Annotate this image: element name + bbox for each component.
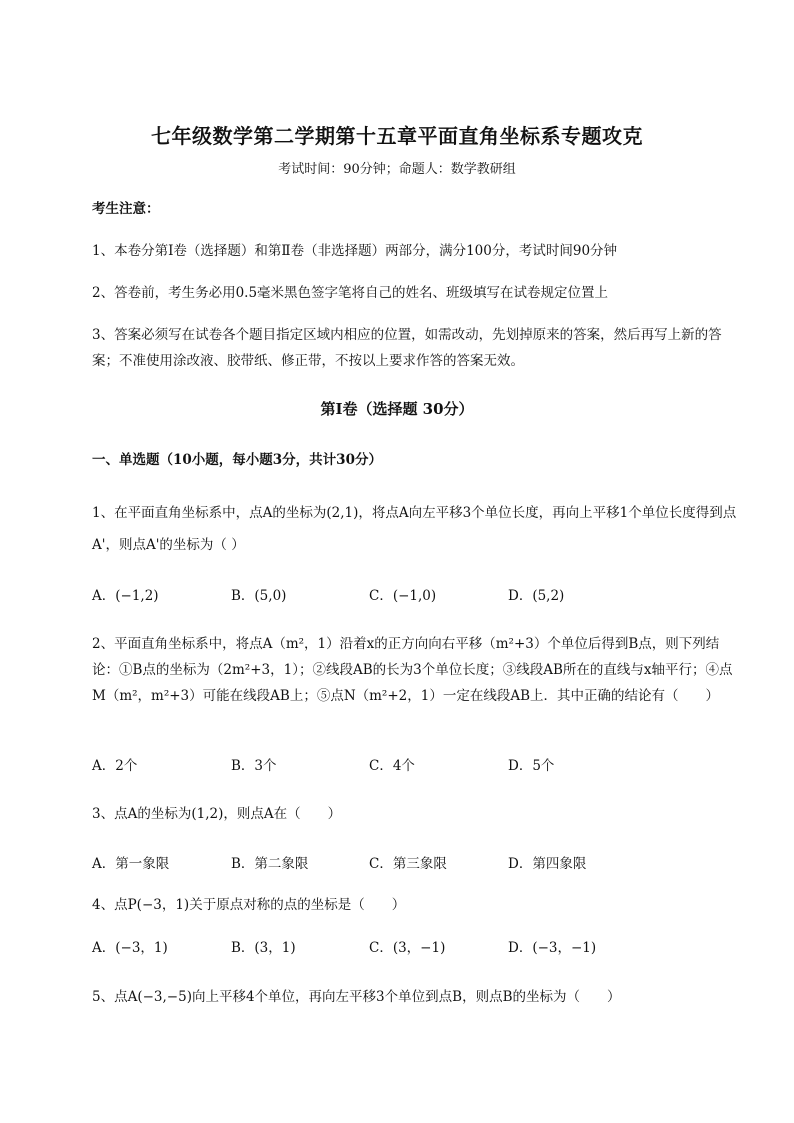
part-heading: 一、单选题（10小题，每小题3分，共计30分） — [92, 452, 382, 468]
option-d: D．(−3，−1) — [508, 940, 597, 956]
option-c: C．第三象限 — [369, 856, 447, 872]
option-c: C．(−1,0) — [369, 588, 437, 604]
option-d: D．第四象限 — [508, 856, 587, 872]
option-d: D．5个 — [508, 758, 555, 774]
section-title: 第I卷（选择题 30分） — [320, 400, 474, 418]
notice-heading: 考生注意： — [92, 201, 160, 217]
question-3: 3、点A的坐标为(1,2)，则点A在（ ） — [92, 806, 342, 822]
option-b: B．(5,0) — [231, 588, 287, 604]
question-4-options — [92, 936, 752, 958]
notice-item-3: 3、答案必须写在试卷各个题目指定区域内相应的位置，如需改动，先划掉原来的答案，然后再写上新的答案；不准使用涂改液、胶带纸、修正带，不按以上要求作答的答案无效。 — [92, 327, 722, 369]
exam-info: 考试时间：90分钟；命题人：数学教研组 — [278, 162, 516, 177]
option-b: B．3个 — [231, 758, 277, 774]
notice-item-1: 1、本卷分第I卷（选择题）和第Ⅱ卷（非选择题）两部分，满分100分，考试时间90分钟 — [92, 243, 618, 259]
option-c: C．(3，−1) — [369, 940, 446, 956]
question-1: 1、在平面直角坐标系中，点A的坐标为(2,1)，将点A向左平移3个单位长度，再向上平移1个单位长度得到点A'，则点A'的坐标为（ ） — [92, 505, 737, 553]
option-c: C．4个 — [369, 758, 415, 774]
question-2-options — [92, 754, 752, 776]
option-a: A．(−1,2) — [92, 588, 159, 604]
page-title: 七年级数学第二学期第十五章平面直角坐标系专题攻克 — [151, 124, 643, 148]
question-2: 2、平面直角坐标系中，将点A（m²，1）沿着x的正方向向右平移（m²+3）个单位后得到B点，则下列结论：①B点的坐标为（2m²+3，1）；②线段AB的长为3个单位长度；③线段AB所在的直线与x轴平行；④点M（m²，m²+3）可能在线段AB上；⑤点N（m²+2，1）一定在线段AB上．其中正确的结论有（ ） — [92, 636, 733, 704]
option-a: A．2个 — [92, 758, 138, 774]
option-d: D．(5,2) — [508, 588, 565, 604]
question-4: 4、点P(−3，1)关于原点对称的点的坐标是（ ） — [92, 897, 406, 913]
option-b: B．(3，1) — [231, 940, 296, 956]
question-1-options — [92, 584, 752, 606]
option-b: B．第二象限 — [231, 856, 309, 872]
question-5: 5、点A(−3,−5)向上平移4个单位，再向左平移3个单位到点B，则点B的坐标为（ ） — [92, 989, 621, 1005]
notice-item-2: 2、答卷前，考生务必用0.5毫米黑色签字笔将自己的姓名、班级填写在试卷规定位置上 — [92, 285, 609, 301]
question-3-options — [92, 852, 752, 874]
option-a: A．(−3，1) — [92, 940, 168, 956]
option-a: A．第一象限 — [92, 856, 170, 872]
